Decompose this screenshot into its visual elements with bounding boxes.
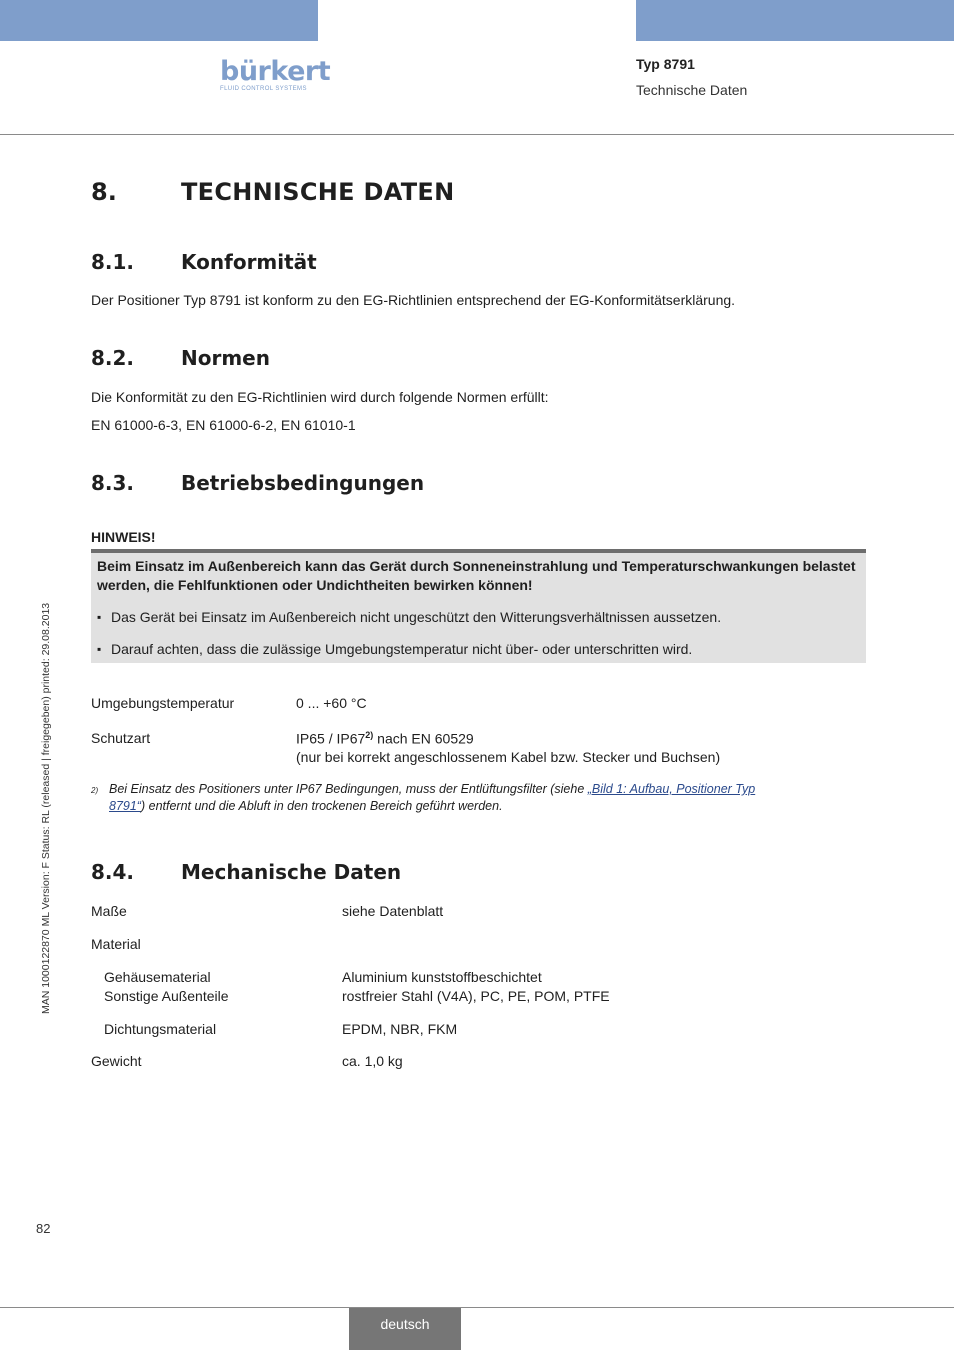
normen-text-1: Die Konformität zu den EG-Richtlinien wird durch folgende Normen erfüllt: [91,389,549,405]
note-label: HINWEIS! [91,529,156,545]
section-8-4-title: Mechanische Daten [181,860,402,884]
brand-subtitle: FLUID CONTROL SYSTEMS [220,86,307,92]
masse-label: Maße [91,903,127,919]
gewicht-label: Gewicht [91,1053,142,1069]
language-tab: deutsch [349,1308,461,1350]
footnote-ref: 2) [365,730,374,740]
header-bar-left [0,0,318,41]
brand-logo [220,56,331,98]
chapter-number: 8. [91,178,117,206]
sonstige-label: Sonstige Außenteile [104,988,229,1004]
dicht-value: EPDM, NBR, FKM [342,1021,458,1037]
brand-name: bürkert [220,56,331,87]
schutz-value-main: IP65 / IP67 [296,730,366,747]
konformitaet-text: Der Positioner Typ 8791 ist konform zu den EG-Richtlinien entsprechend der EG-Konformitätserklärung. [91,292,736,308]
schutz-label: Schutzart [91,730,151,746]
sonstige-value: rostfreier Stahl (V4A), PC, PE, POM, PTFE [342,988,610,1004]
footnote-text-a: Bei Einsatz des Positioners unter IP67 Bedingungen, muss der Entlüftungsfilter (siehe [109,782,588,796]
header-type: Typ 8791 [636,56,695,72]
gehaeuse-value: Aluminium kunststoffbeschichtet [342,969,542,985]
dicht-label: Dichtungsmaterial [104,1021,217,1037]
masse-value: siehe Datenblatt [342,903,444,919]
footnote-mark: 2) [91,786,99,795]
figure-link-cont[interactable]: 8791“ [109,799,141,813]
figure-link[interactable]: „Bild 1: Aufbau, Positioner Typ [587,782,756,796]
note-bullet-2: Darauf achten, dass die zulässige Umgebungstemperatur nicht über- oder unterschritten wird. [111,641,693,657]
note-bullet-1: Das Gerät bei Einsatz im Außenbereich nicht ungeschützt den Witterungsverhältnissen aussetzen. [111,609,722,625]
footer-divider [0,1307,954,1308]
section-8-2-title: Normen [181,346,270,370]
footnote-text [109,781,849,815]
section-8-3-title: Betriebsbedingungen [181,471,425,495]
header-section: Technische Daten [636,82,748,98]
document-meta-sidebar: MAN 1000122870 ML Version: F Status: RL (released | freigegeben) printed: 29.08.2013 [40,602,52,1014]
section-8-1-title: Konformität [181,250,317,274]
footnote-text-b: ) entfernt und die Abluft in den trockenen Bereich geführt werden. [140,799,503,813]
gewicht-value: ca. 1,0 kg [342,1053,403,1069]
schutz-value [296,730,474,747]
section-8-2-number: 8.2. [91,346,135,370]
section-8-4-number: 8.4. [91,860,135,884]
gehaeuse-label: Gehäusematerial [104,969,211,985]
note-warning-text: Beim Einsatz im Außenbereich kann das Gerät durch Sonneneinstrahlung und Temperaturschwankungen belastet werden, die Fehlfunktionen oder Undichtheiten bewirken können! [97,558,856,593]
bullet-icon: ▪ [97,642,102,656]
page-number: 82 [36,1221,51,1236]
header-bar-right [636,0,954,41]
schutz-value-norm: nach EN 60529 [373,730,474,747]
bullet-icon: ▪ [97,610,102,624]
schutz-value-note: (nur bei korrekt angeschlossenem Kabel bzw. Stecker und Buchsen) [296,749,721,765]
normen-text-2: EN 61000-6-3, EN 61000-6-2, EN 61010-1 [91,417,356,433]
material-label: Material [91,936,141,952]
section-8-3-number: 8.3. [91,471,135,495]
section-8-1-number: 8.1. [91,250,135,274]
chapter-title: TECHNISCHE DATEN [181,178,455,206]
header-divider [0,134,954,135]
temp-label: Umgebungstemperatur [91,695,235,711]
temp-value: 0 ... +60 °C [296,695,367,711]
